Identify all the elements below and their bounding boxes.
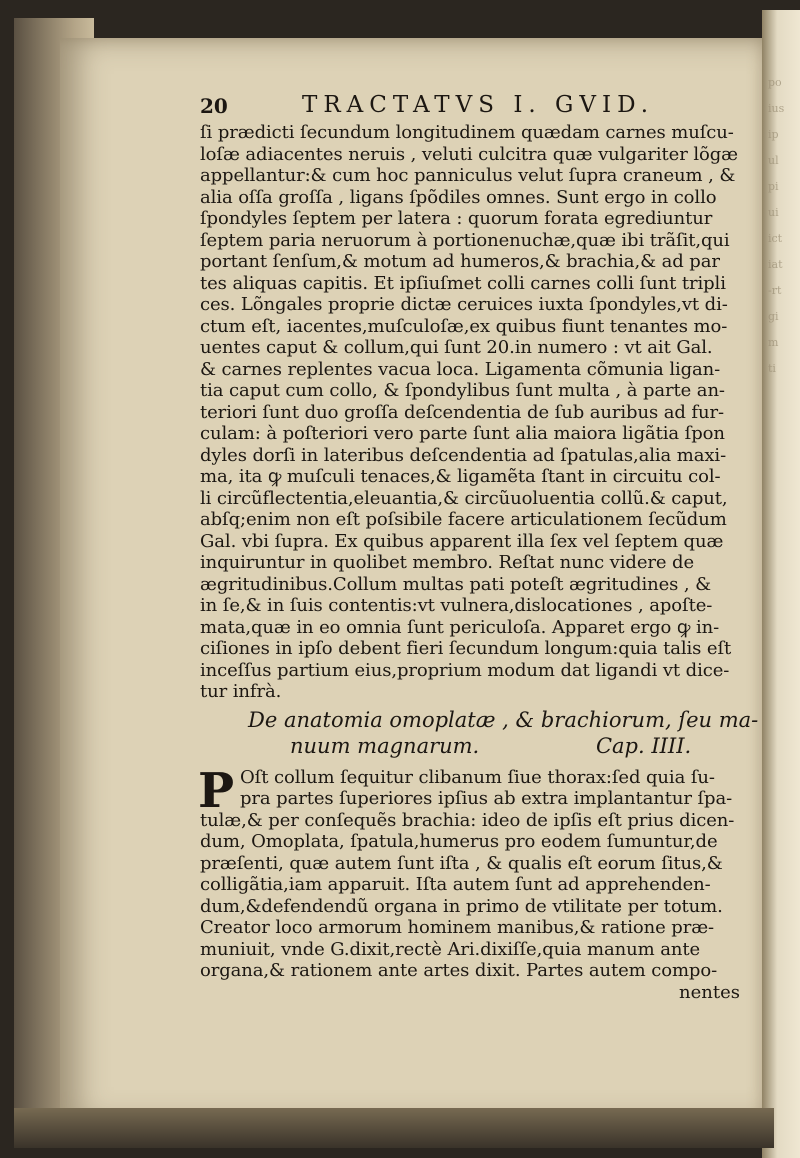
text-line: inquiruntur in quolibet membro. Reſtat nunc videre de [200,552,695,573]
text-line: uentes caput & collum,qui ſunt 20.in numero : vt ait Gal. [200,337,713,358]
text-line: inceſſus partium eius,proprium modum dat ligandi vt dice- [200,659,730,681]
page-text [198,92,759,1003]
text-line: colligãtia,iam apparuit. Iſta autem ſunt ad apprehenden- [200,874,711,895]
text-line: ſpondyles ſeptem per latera : quorum forata egrediuntur [200,208,713,229]
text-line: ciſiones in ipſo debent fieri ſecundum longum:quia talis eſt [200,638,732,659]
chapter-title-text: nuum magnarum. [290,733,480,758]
text-line: ma, ita ꝙ muſculi tenaces,& ligamẽta ſtant in circuitu col- [200,466,721,487]
text-line: teriori ſunt duo groſſa deſcendentia de ſub auribus ad fur- [200,401,724,423]
text-line: organa,& rationem ante artes dixit. Partes autem compo- [200,960,718,981]
page-number: 20 [200,94,228,118]
paragraph-omoplata [198,762,740,982]
catchword: nentes [679,981,740,1003]
running-head: TRACTATVS I. GVID. [302,92,655,118]
book-bottom-edge [14,1108,774,1148]
text-line: Oſt collum ſequitur clibanum ſiue thorax:ſed quia ſu- [240,766,715,788]
text-line: præſenti, quæ autem ſunt iſta , & qualis eſt eorum ſitus,& [200,852,723,874]
text-line: culam: à poſteriori vero parte ſunt alia maiora ligãtia ſpon [200,423,725,444]
text-line: li circũflectentia,eleuantia,& circũuoluentia collũ.& caput, [200,487,728,509]
text-line: & carnes replentes vacua loca. Ligamenta cõmunia ligan- [200,358,721,380]
text-line: Gal. vbi ſupra. Ex quibus apparent illa ſex vel ſeptem quæ [200,530,724,552]
text-line: dum,&defendendũ organa in primo de vtilitate per totum. [200,895,723,917]
text-line: portant ſenſum,& motum ad humeros,& brachia,& ad par [200,251,720,272]
text-line: tulæ,& per conſequẽs brachia: ideo de ipſis eſt prius dicen- [200,809,735,831]
text-line: dum, Omoplata, ſpatula,humerus pro eodem ſumuntur,de [200,831,718,852]
text-line: muniuit, vnde G.dixit,rectè Ari.dixiſſe,quia manum ante [200,938,701,960]
text-line: ſi prædicti ſecundum longitudinem quædam carnes muſcu- [200,122,734,143]
paragraph-anatomy-neck [200,122,740,703]
text-line: appellantur:& cum hoc panniculus velut ſupra craneum , & [200,165,736,186]
page-header [200,92,740,122]
drop-cap: P [198,762,235,819]
chapter-title-line-2 [200,733,740,759]
facing-page-bleed-text: po ius ip ul pi ui ict iat -rt gi m ti [768,76,785,375]
text-line: Creator loco armorum hominem manibus,& ratione præ- [200,917,715,938]
text-line: tia caput cum collo, & ſpondylibus ſunt multa , à parte an- [200,380,725,401]
text-line: pra partes ſuperiores ipſius ab extra implantantur ſpa- [240,788,733,809]
chapter-number: Cap. IIII. [595,733,692,758]
text-line: in ſe,& in ſuis contentis:vt vulnera,dislocationes , apoſte- [200,595,713,616]
text-line: ces. Lõngales proprie dictæ ceruices iuxta ſpondyles,vt di- [200,294,728,315]
text-line: abſq;enim non eſt poſsibile facere articulationem ſecũdum [200,509,727,530]
text-line: tes aliquas capitis. Et ipſiuſmet colli carnes colli ſunt tripli [200,272,726,294]
chapter-title-line-1: De anatomia omoplatæ , & brachiorum, ſeu ma- [248,707,759,732]
text-line: ctum eſt, iacentes,muſculoſæ,ex quibus fiunt tenantes mo- [200,315,728,337]
text-line: loſæ adiacentes neruis , veluti culcitra quæ vulgariter lõgæ [200,143,738,165]
facing-page-edge [762,10,800,1158]
text-line: dyles dorſi in lateribus deſcendentia ad ſpatulas,alia maxi- [200,444,727,466]
text-line: tur infrà. [200,681,282,702]
text-line: mata,quæ in eo omnia ſunt periculoſa. Apparet ergo ꝙ in- [200,616,720,638]
text-line: ægritudinibus.Collum multas pati poteſt ægritudines , & [200,573,712,595]
text-line: ſeptem paria neruorum à portionenuchæ,quæ ibi trãſit,qui [200,229,730,251]
text-line: alia oſſa groſſa , ligans ſpõdiles omnes. Sunt ergo in collo [200,186,717,208]
